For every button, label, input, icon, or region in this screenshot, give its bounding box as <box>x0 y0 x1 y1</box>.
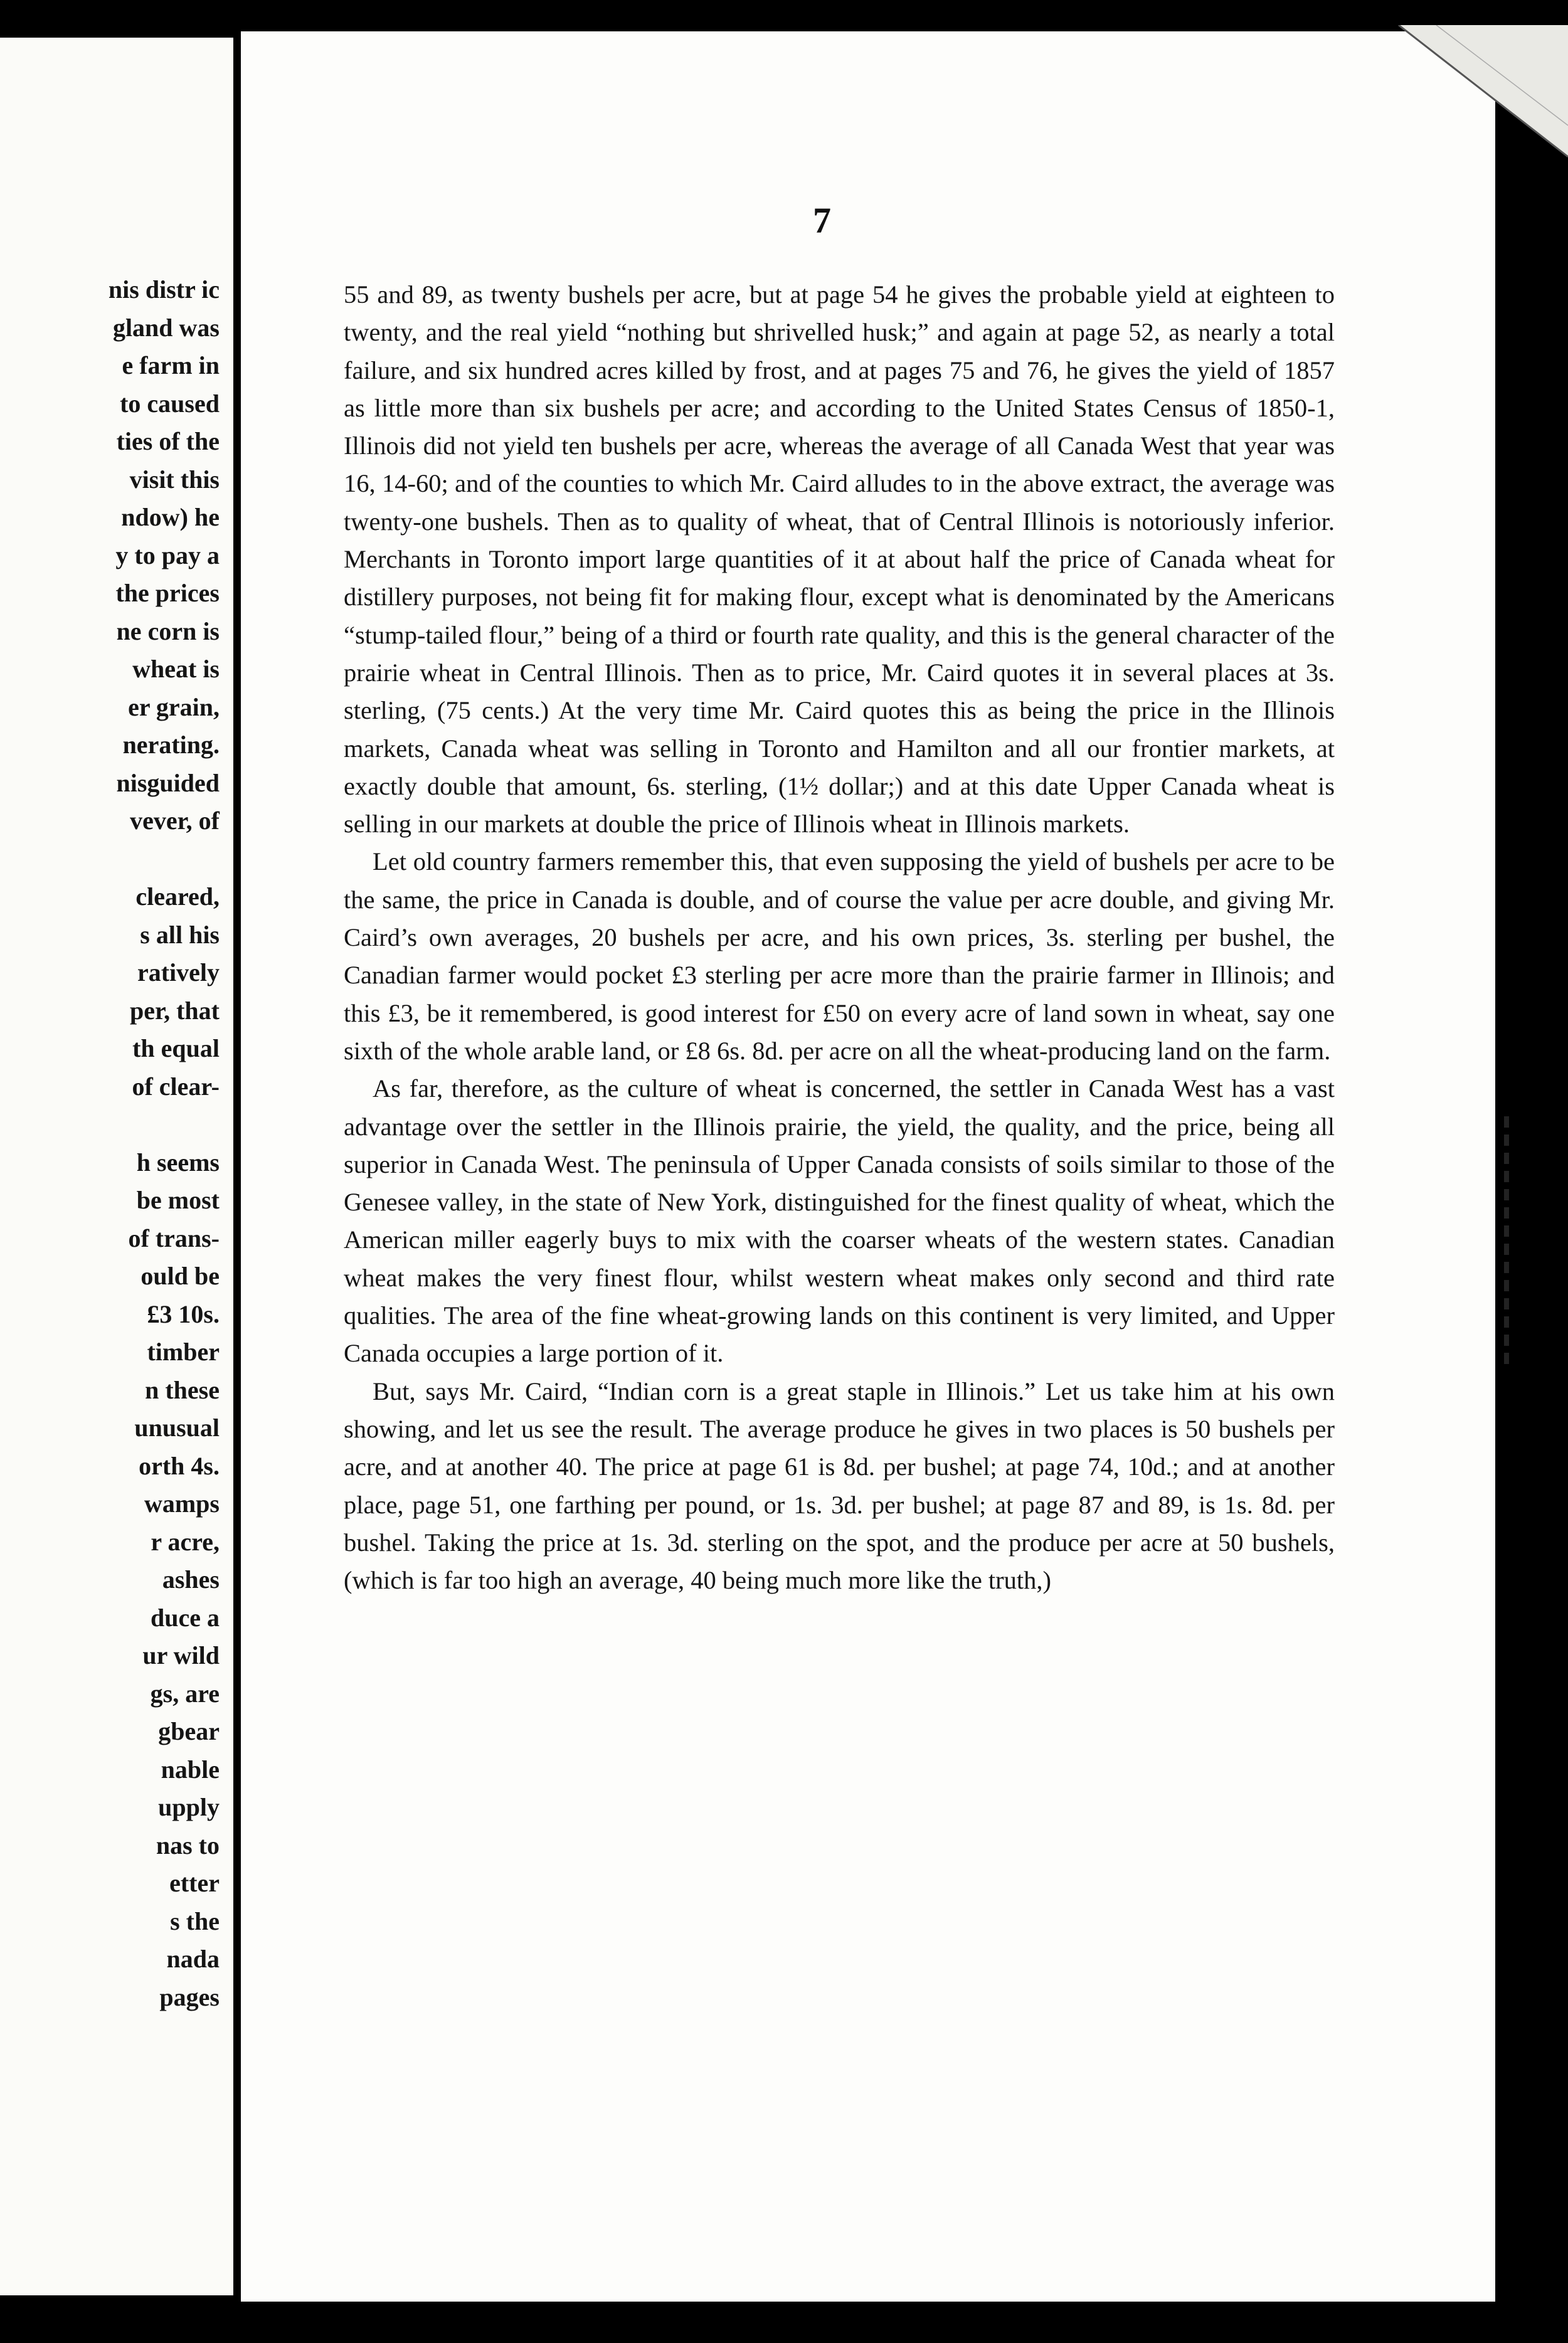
edge-mark <box>1504 1153 1509 1164</box>
edge-mark <box>1504 1189 1509 1200</box>
left-page-line: to caused <box>120 389 220 418</box>
left-page-line: gs, are <box>150 1679 220 1708</box>
left-page-line: timber <box>147 1338 220 1366</box>
edge-mark <box>1504 1298 1509 1309</box>
left-page-line: ne corn is <box>116 616 220 645</box>
left-page-line <box>109 1106 220 1144</box>
edge-mark <box>1504 1116 1509 1128</box>
edge-mark <box>1504 1171 1509 1182</box>
left-page-line: pages <box>159 1982 220 2011</box>
edge-mark <box>1504 1353 1509 1364</box>
left-page-line: n these <box>145 1375 220 1404</box>
left-page-line: ur wild <box>142 1641 220 1669</box>
left-page-line: nable <box>161 1755 220 1784</box>
left-page-line: ties of the <box>116 427 220 455</box>
left-page-line: ould be <box>140 1262 220 1290</box>
left-page-line: gland was <box>112 313 220 342</box>
left-page-line: nas to <box>156 1831 220 1859</box>
page-corner-fold <box>1386 25 1568 163</box>
left-page-line: s all his <box>140 920 220 949</box>
left-page-line <box>109 840 220 879</box>
left-page-line: ratively <box>137 958 220 986</box>
page-number: 7 <box>813 200 831 241</box>
paragraph: But, says Mr. Caird, “Indian corn is a great staple in Illinois.” Let us take him at his own showing, and let us see the result. The average produce he gives in two places is 50 bushels per acre, and at another 40. The price at page 61 is 8d. per bushel; at page 74, 10d.; and at another place, page 51, one farthing per pound, or 1s. 3d. per bushel; at page 87 and 89, is 1s. 8d. per bushel. Taking the price at 1s. 3d. sterling on the spot, and the produce per acre at 50 bushels, (which is far too high an average, 40 being much more like the truth,) <box>344 1377 1335 1595</box>
binding-edge-marks <box>1504 1116 1518 1380</box>
left-page-line: be most <box>136 1186 220 1214</box>
left-page-line: nada <box>166 1945 220 1973</box>
left-page-line: etter <box>169 1869 220 1897</box>
edge-mark <box>1504 1316 1509 1328</box>
left-page-line: unusual <box>134 1414 220 1442</box>
edge-mark <box>1504 1244 1509 1255</box>
left-page-text-column <box>109 271 220 2016</box>
edge-mark <box>1504 1335 1509 1346</box>
edge-mark <box>1504 1207 1509 1219</box>
left-page-line: ashes <box>162 1565 220 1594</box>
left-page-line: nisguided <box>116 768 220 797</box>
paragraph: 55 and 89, as twenty bushels per acre, but at page 54 he gives the probable yield at eighteen to twenty, and the real yield “nothing but shrivelled husk;” and again at page 52, as nearly a total failure, and six hundred acres killed by frost, and at pages 75 and 76, he gives the yield of 1857 as little more than six bushels per acre; and according to the United States Census of 1850-1, Illinois did not yield ten bushels per acre, whereas the average of all Canada West that year was 16, 14-60; and of the counties to which Mr. Caird alludes to in the above extract, the average was twenty-one bushels. Then as to quality of wheat, that of Central Illinois is notoriously inferior. Merchants in Toronto import large quantities of it at about half the price of Canada wheat for distillery purposes, not being fit for making flour, except what is denominated by the Americans “stump-tailed flour,” being of a third or fourth rate quality, and this is the general character of the prairie wheat in Central Illinois. Then as to price, Mr. Caird quotes it in several places at 3s. sterling, (75 cents.) At the very time Mr. Caird quotes this as being the price in the Illinois markets, Canada wheat was selling in Toronto and Hamilton and all our frontier markets, at exactly double that amount, 6s. sterling, (1½ dollar;) and at this date Upper Canada wheat is selling in our markets at double the price of Illinois wheat in Illinois markets. <box>344 280 1335 838</box>
paragraph: As far, therefore, as the culture of wheat is concerned, the settler in Canada West has a vast advantage over the settler in the Illinois prairie, the yield, the quality, and the price, being all superior in Canada West. The peninsula of Upper Canada consists of soils similar to those of the Genesee valley, in the state of New York, distinguished for the finest quality of wheat, which the American miller eagerly buys to mix with the coarser wheats of the western states. Canadian wheat makes the very finest flour, whilst western wheat makes only second and third rate qualities. The area of the fine wheat-growing lands on this continent is very limited, and Upper Canada occupies a large portion of it. <box>344 1074 1335 1368</box>
left-page-line: nerating. <box>122 731 220 759</box>
paragraph: Let old country farmers remember this, that even supposing the yield of bushels per acre to be the same, the price in Canada is double, and of course the value per acre double, and giving Mr. Caird’s own averages, 20 bushels per acre, and his own prices, 3s. sterling per bushel, the Canadian farmer would pocket £3 sterling per acre more than the prairie farmer in Illinois; and this £3, be it remembered, is good interest for £50 on every acre of land sown in wheat, say one sixth of the whole arable land, or £8 6s. 8d. per acre on all the wheat-producing land on the farm. <box>344 847 1335 1065</box>
left-page-line: duce a <box>151 1603 220 1632</box>
body-text <box>344 276 1335 1599</box>
left-page-line: £3 10s. <box>147 1299 220 1328</box>
left-page-line: gbear <box>158 1717 220 1745</box>
left-page-line: nis distr ic <box>108 275 220 304</box>
left-page-line: orth 4s. <box>139 1451 220 1480</box>
edge-mark <box>1504 1280 1509 1291</box>
left-page-line: h seems <box>136 1148 220 1177</box>
left-page-line: wheat is <box>132 655 220 683</box>
left-page-line: wamps <box>144 1489 220 1518</box>
left-page-line: y to pay a <box>115 541 220 569</box>
left-page-line: visit this <box>129 465 220 494</box>
left-page-line: ndow) he <box>121 503 220 531</box>
left-page-line: cleared, <box>135 882 220 911</box>
edge-mark <box>1504 1225 1509 1237</box>
left-page-line: er grain, <box>128 692 220 721</box>
left-page-line: th equal <box>132 1034 220 1062</box>
left-page-line: of trans- <box>128 1224 220 1252</box>
left-page-line: of clear- <box>132 1072 220 1101</box>
edge-mark <box>1504 1134 1509 1146</box>
left-page-line: per, that <box>130 996 220 1025</box>
left-page-fragment <box>0 38 233 2295</box>
left-page-line: upply <box>158 1793 220 1821</box>
left-page-line: e farm in <box>122 351 220 379</box>
edge-mark <box>1504 1262 1509 1273</box>
left-page-line: the prices <box>115 579 220 607</box>
left-page-line: s the <box>170 1907 220 1935</box>
left-page-line: r acre, <box>151 1527 220 1556</box>
left-page-line: vever, of <box>130 807 220 835</box>
